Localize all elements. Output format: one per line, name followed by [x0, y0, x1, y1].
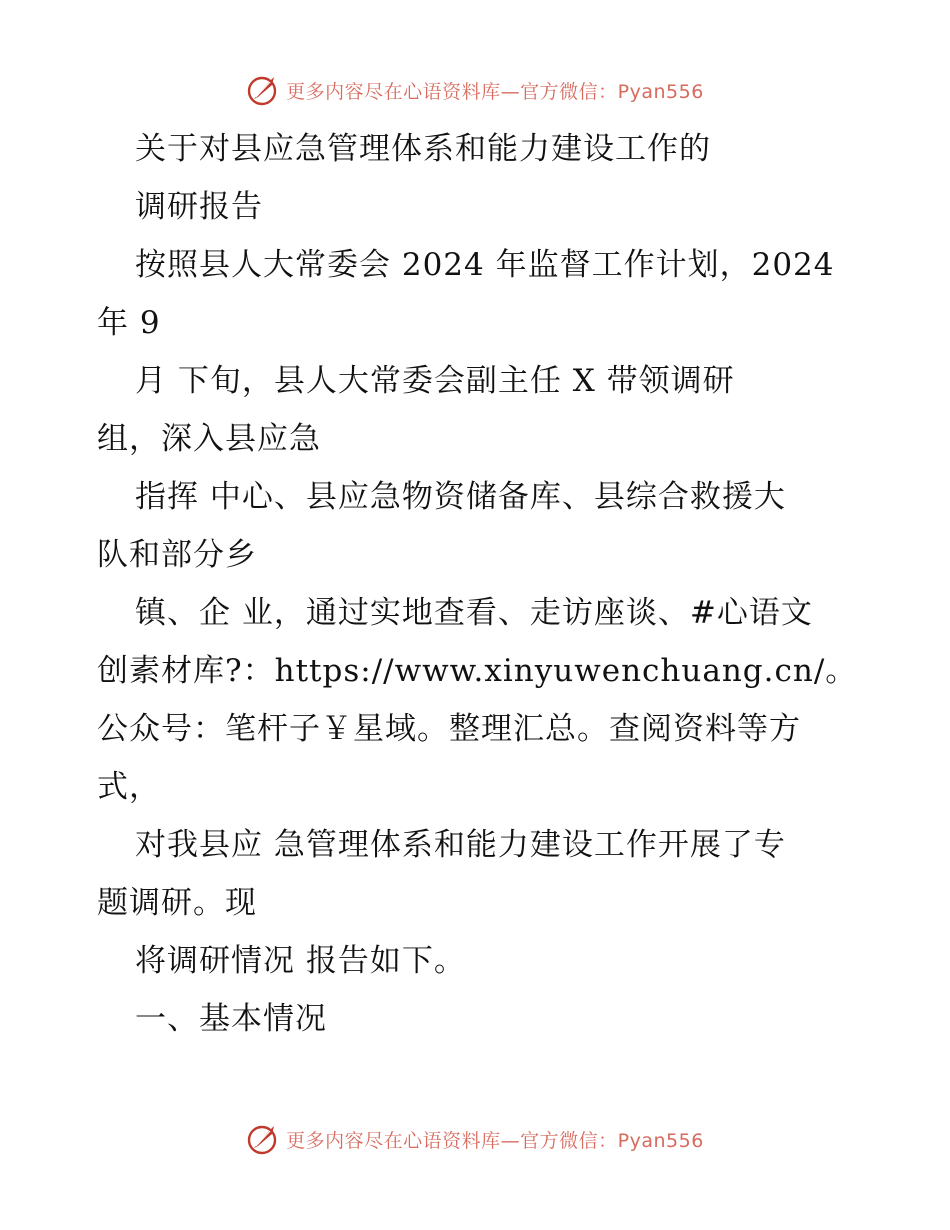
- paragraph-line: 按照县人大常委会 2024 年监督工作计划，2024: [135, 247, 835, 283]
- watermark-text: 更多内容尽在心语资料库—官方微信：Pyan556: [286, 80, 704, 103]
- paragraph-line: 组，深入县应急: [97, 421, 321, 457]
- document-body: [97, 120, 857, 1048]
- paragraph-line: 对我县应 急管理体系和能力建设工作开展了专: [135, 827, 786, 863]
- paragraph-line: 公众号：笔杆子￥星域。整理汇总。查阅资料等方: [97, 711, 801, 747]
- paragraph-line: 创素材库?：https://www.xinyuwenchuang.cn/。: [97, 653, 858, 689]
- section-heading: 一、基本情况: [135, 1001, 327, 1037]
- paragraph-line: 题调研。现: [97, 885, 257, 921]
- doc-title-line: 调研报告: [135, 189, 263, 225]
- paragraph-line: 队和部分乡: [97, 537, 257, 573]
- paragraph-line: 式，: [97, 769, 161, 805]
- paragraph-line: 将调研情况 报告如下。: [135, 943, 466, 979]
- footer-watermark: [0, 1119, 950, 1159]
- paragraph-line: 月 下旬，县人大常委会副主任 X 带领调研: [135, 363, 735, 399]
- doc-title-line: 关于对县应急管理体系和能力建设工作的: [135, 131, 711, 167]
- quill-logo-icon: [246, 73, 280, 107]
- quill-logo-icon: [246, 1122, 280, 1156]
- paragraph-line: 年 9: [97, 305, 161, 341]
- header-watermark: [0, 70, 950, 110]
- paragraph-line: 镇、企 业，通过实地查看、走访座谈、#心语文: [135, 595, 813, 631]
- paragraph-line: 指挥 中心、县应急物资储备库、县综合救援大: [135, 479, 786, 515]
- watermark-text: 更多内容尽在心语资料库—官方微信：Pyan556: [286, 1129, 704, 1152]
